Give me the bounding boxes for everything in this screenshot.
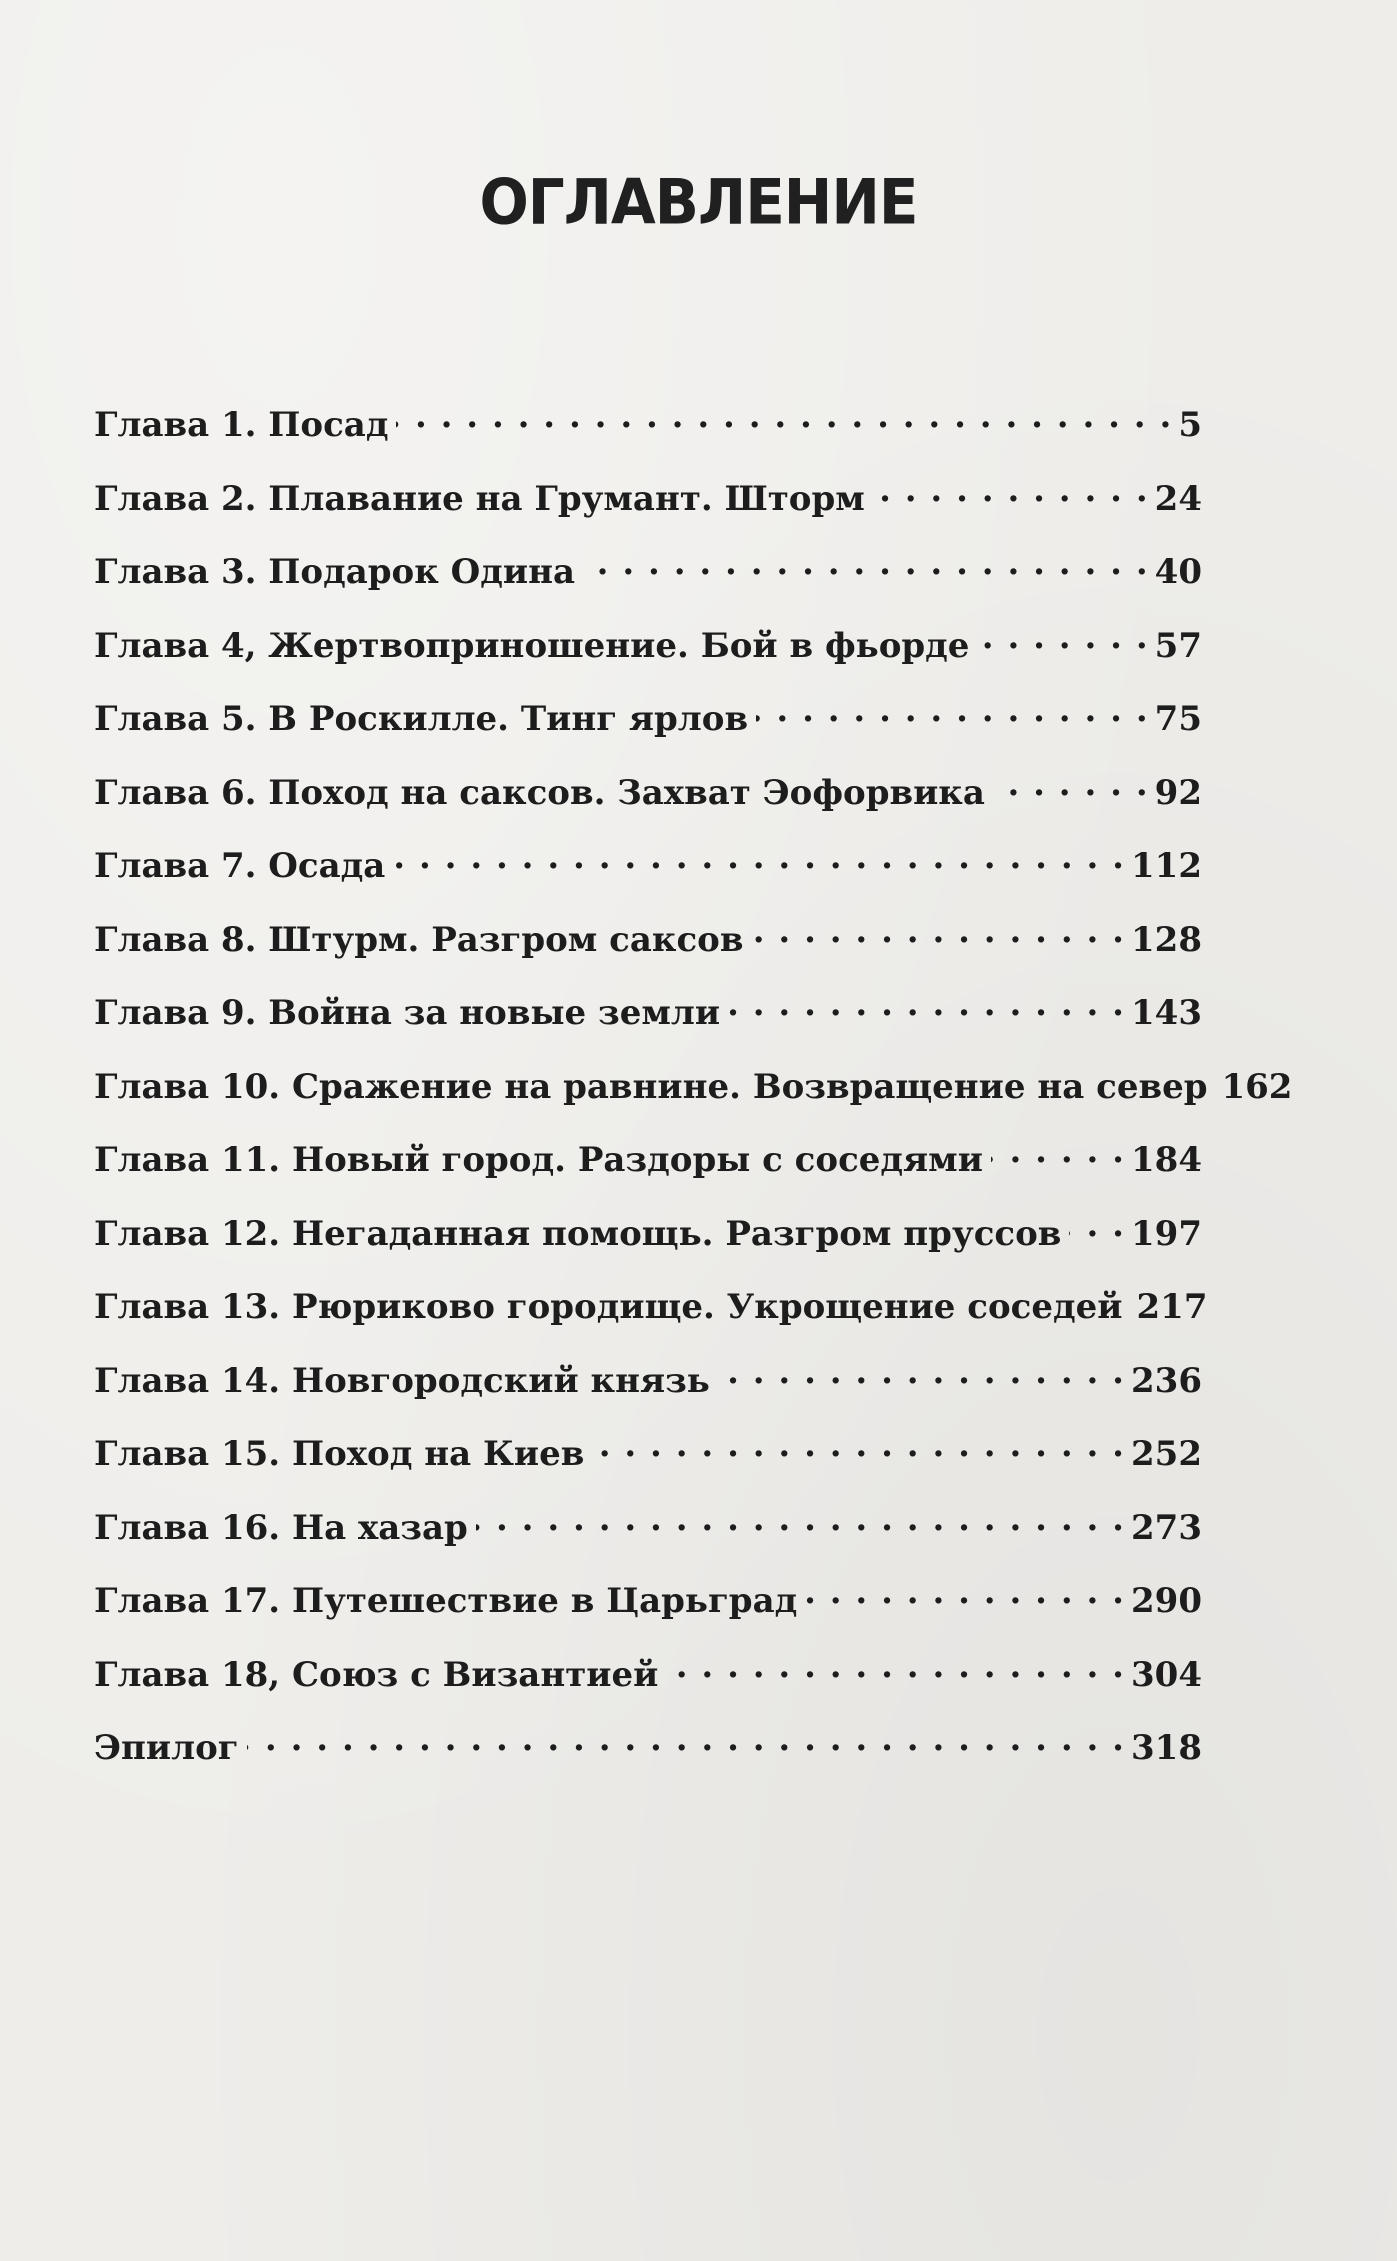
dot-leader [592, 1431, 1125, 1465]
toc-entry-title: Глава 6. Поход на саксов. Захват Эофорвика [94, 772, 985, 813]
toc-entry-page: 143 [1131, 993, 1202, 1033]
toc-entry-page: 75 [1154, 699, 1202, 739]
dot-leader [756, 696, 1149, 730]
toc-entry-title: Глава 13. Рюриково городище. Укрощение соседей [94, 1287, 1123, 1327]
toc-entry [94, 1578, 1202, 1652]
toc-entry-title: Глава 3. Подарок Одина [94, 552, 576, 592]
dot-leader [991, 1137, 1125, 1171]
toc-entry-page: 92 [1154, 772, 1202, 813]
dot-leader [396, 402, 1172, 436]
toc-entry [94, 1211, 1202, 1285]
toc-entry [94, 623, 1202, 697]
toc-entry-page: 236 [1131, 1360, 1202, 1401]
toc-entry-title: Глава 10. Сражение на равнине. Возвращение на север [94, 1066, 1208, 1107]
toc-entry-title: Глава 15. Поход на Киев [94, 1434, 585, 1474]
toc-entry [94, 917, 1202, 991]
toc-entry-title: Глава 16. На хазар [94, 1507, 468, 1548]
dot-leader [728, 990, 1125, 1024]
dot-leader [476, 1505, 1125, 1539]
toc-entry-title: Глава 11. Новый город. Раздоры с соседями [94, 1140, 983, 1180]
toc-entry-title: Глава 12. Негаданная помощь. Разгром пруссов [94, 1213, 1062, 1254]
toc-entry [94, 1505, 1202, 1579]
toc-entry [94, 1431, 1202, 1505]
toc-entry-page: 304 [1131, 1654, 1202, 1695]
toc-entry-page: 128 [1131, 919, 1202, 960]
toc-entry-title: Глава 18, Союз с Византией [94, 1654, 659, 1695]
toc-entry-page: 290 [1131, 1581, 1202, 1621]
dot-leader [247, 1725, 1125, 1759]
table-of-contents [94, 402, 1293, 1799]
toc-entry-title: Эпилог [94, 1728, 239, 1768]
toc-entry [94, 1358, 1202, 1432]
toc-entry-page: 57 [1154, 625, 1202, 666]
toc-entry [94, 1725, 1202, 1799]
toc-entry-page: 217 [1136, 1287, 1208, 1327]
toc-entry-title: Глава 1. Посад [94, 405, 389, 445]
dot-leader [393, 843, 1125, 877]
toc-entry-title: Глава 8. Штурм. Разгром саксов [94, 919, 744, 960]
toc-entry-page: 273 [1131, 1507, 1202, 1548]
toc-entry [94, 770, 1202, 844]
dot-leader [977, 623, 1148, 657]
toc-entry [94, 1652, 1202, 1726]
toc-entry [94, 549, 1202, 623]
toc-entry-page: 40 [1154, 552, 1202, 592]
toc-entry [94, 1137, 1202, 1211]
toc-entry [94, 990, 1202, 1064]
dot-leader [718, 1358, 1125, 1392]
toc-entry-title: Глава 14. Новгородский князь [94, 1360, 710, 1401]
dot-leader [993, 770, 1149, 804]
toc-entry-page: 162 [1221, 1066, 1293, 1107]
toc-entry-title: Глава 9. Война за новые земли [94, 993, 721, 1033]
dot-leader [583, 549, 1149, 583]
toc-entry-title: Глава 2. Плавание на Грумант. Шторм [94, 478, 865, 519]
toc-entry-title: Глава 17. Путешествие в Царьград [94, 1581, 798, 1621]
toc-entry [94, 1284, 1208, 1358]
toc-entry-page: 24 [1154, 478, 1202, 519]
page-title: ОГЛАВЛЕНИЕ [479, 165, 918, 239]
dot-leader [873, 476, 1149, 510]
toc-entry [94, 402, 1202, 476]
toc-entry-page: 5 [1178, 405, 1202, 445]
toc-entry-page: 112 [1131, 846, 1202, 886]
toc-entry-title: Глава 5. В Роскилле. Тинг ярлов [94, 699, 749, 739]
toc-entry-page: 318 [1131, 1728, 1202, 1768]
toc-entry-page: 197 [1131, 1213, 1202, 1254]
toc-entry-page: 184 [1131, 1140, 1202, 1180]
toc-entry-title: Глава 7. Осада [94, 846, 386, 886]
toc-entry-page: 252 [1131, 1434, 1202, 1474]
toc-entry [94, 843, 1202, 917]
toc-entry-title: Глава 4, Жертвоприношение. Бой в фьорде [94, 625, 970, 666]
dot-leader [805, 1578, 1125, 1612]
dot-leader [751, 917, 1125, 951]
toc-entry [94, 1064, 1293, 1138]
toc-entry [94, 476, 1202, 550]
dot-leader [666, 1652, 1125, 1686]
dot-leader [1069, 1211, 1125, 1245]
toc-entry [94, 696, 1202, 770]
